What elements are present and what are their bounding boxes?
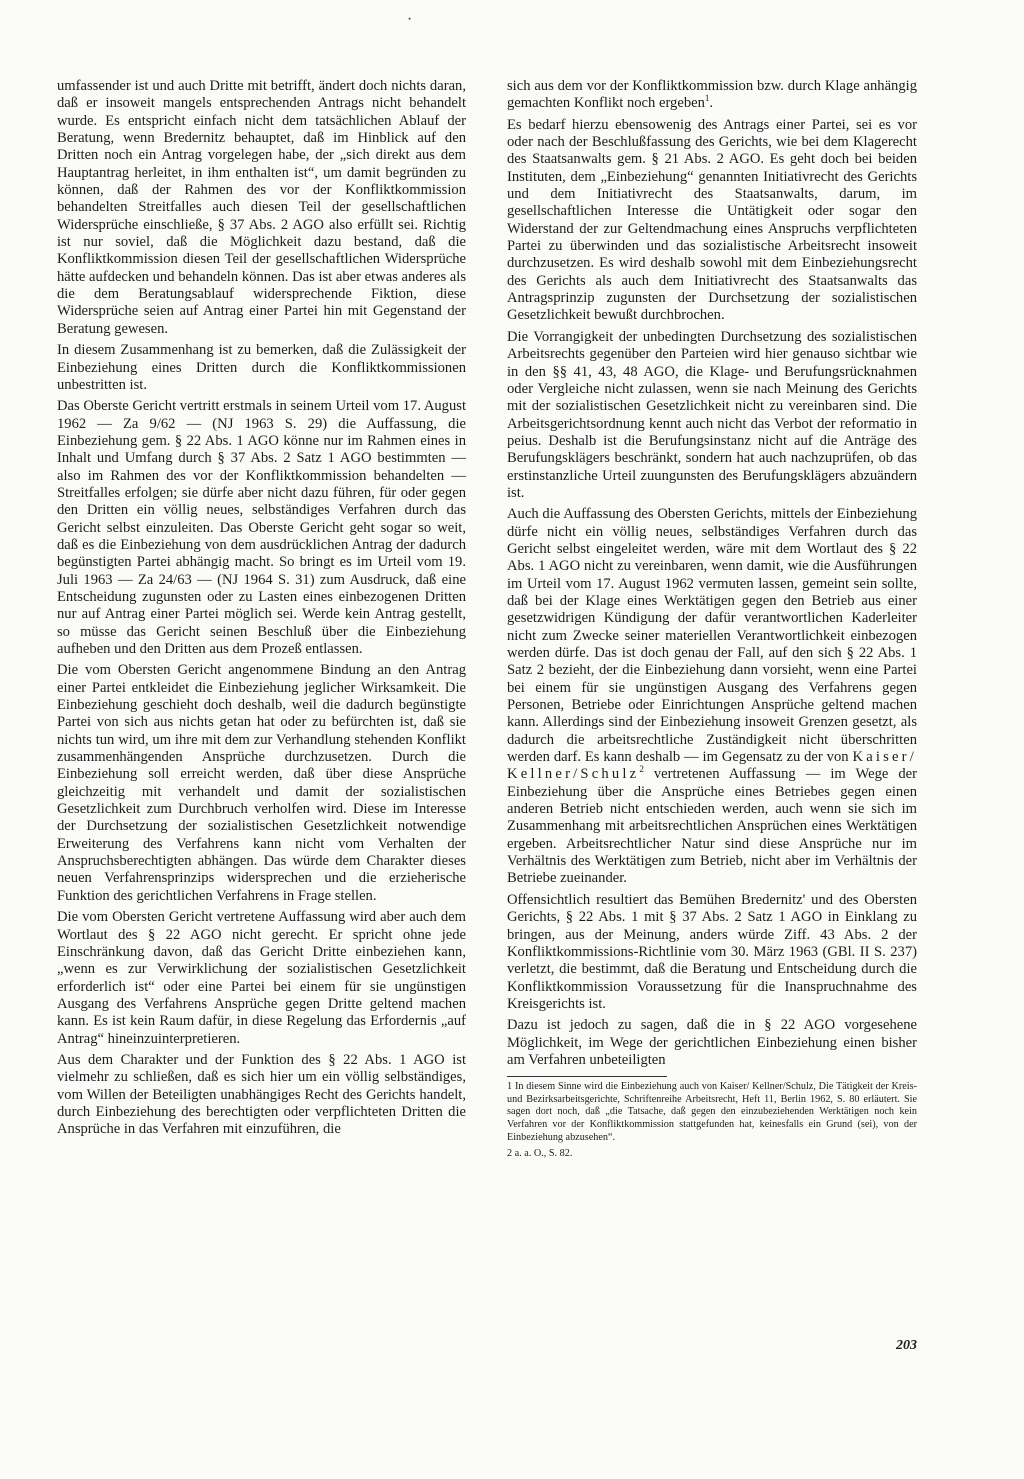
paragraph: Dazu ist jedoch zu sagen, daß die in § 22 AGO vorgesehene Möglichkeit, im Wege der gerichtlichen Einbeziehung einen bisher am Verfahren unbeteiligten bbox=[507, 1017, 917, 1068]
footnote: 2 a. a. O., S. 82. bbox=[507, 1148, 573, 1160]
paragraph: Die vom Obersten Gericht vertretene Auffassung wird aber auch dem Wortlaut des § 22 AGO nicht gerecht. Er spricht ohne jede Einschränkung davon, daß das Gericht Dritte einbeziehen kann, „wenn es zur Verwirklichung der sozialistischen Gesetzlichkeit erforderlich ist“ oder eine Partei bei einem für sie ungünstigen Ausgang des Verfahrens Ansprüche gegen Dritte geltend machen kann. Es ist kein Raum dafür, in diese Regelung das Erfordernis „auf Antrag“ hineinzuinterpretieren. bbox=[57, 909, 466, 1047]
paragraph-text: vertretenen Auffassung — im Wege der Einbeziehung über die Ansprüche eines Betriebes gegen einen anderen Betrieb nicht entschieden werden, auch wenn sie sich im Zusammenhang mit arbeitsrechtlichen Ansprüchen eines Werktätigen ergeben. Arbeitsrechtlicher Natur sind diese Ansprüche nur im Verhältnis des Werktätigen zum Betrieb, nicht aber im Verhältnis der Betriebe zueinander. bbox=[507, 766, 917, 887]
paragraph bbox=[507, 506, 917, 888]
paragraph: Offensichtlich resultiert das Bemühen Bredernitz' und des Obersten Gerichts, § 22 Abs. 1 mit § 37 Abs. 2 Satz 1 AGO in Einklang zu bringen, aus der Meinung, anders würde Ziff. 43 Abs. 2 der Konfliktkommissions-Richtlinie vom 30. März 1963 (GBl. II S. 237) verletzt, die bestimmt, daß die Beratung und Entscheidung durch die Konfliktkommission Voraussetzung für die Inanspruchnahme des Kreisgerichts ist. bbox=[507, 891, 917, 1012]
page-mark: • bbox=[408, 14, 412, 24]
paragraph: umfassender ist und auch Dritte mit betrifft, ändert doch nichts daran, daß er insoweit mangels entsprechenden Antrags nicht behandelt wurde. Es entspricht einfach nicht dem tatsächlichen Ablauf der Beratung, wenn Bredernitz behauptet, daß im Hinblick auf den Dritten noch ein Antrag vorgelegen habe, der „sich direkt aus dem Hauptantrag herleitet, in ihm enthalten ist“, um damit begründen zu können, daß der Rahmen des vor der Konfliktkommission behandelten Streitfalles auch diesen Teil der gesellschaftlichen Widersprüche einschließe, § 37 Abs. 2 AGO also erfüllt sei. Richtig ist nur soviel, daß die Möglichkeit dazu bestand, daß die Konfliktkommission diesen Teil der gesellschaftlichen Widersprüche hätte aufdecken und behandeln können. Das ist aber etwas anderes als die dem Beratungsablauf widersprechende Fiktion, diese Widersprüche seien auf Antrag einer Partei hin mit Gegenstand der Beratung gewesen. bbox=[57, 78, 466, 337]
paragraph: Das Oberste Gericht vertritt erstmals in seinem Urteil vom 17. August 1962 — Za 9/62 — (NJ 1963 S. 29) die Auffassung, die Einbeziehung gem. § 22 Abs. 1 AGO könne nur im Rahmen eines in Inhalt und Umfang durch § 37 Abs. 2 Satz 1 AGO bestimmten — also im Rahmen des vor der Konfliktkommission behandelten — Streitfalles erfolgen; sie dürfe aber nicht dazu führen, für oder gegen den Dritten ein völlig neues, selbständiges Verfahren durch das Gericht selbst einzuleiten. Das Oberste Gericht geht sogar so weit, daß es die Einbeziehung von dem ausdrücklichen Antrag der dadurch begünstigten Partei abhängig macht. So bringt es im Urteil vom 19. Juli 1963 — Za 24/63 — (NJ 1964 S. 31) zum Ausdruck, daß eine Entscheidung zugunsten oder zu Lasten eines einbezogenen Dritten nur auf Antrag einer Partei möglich sei. Werde kein Antrag gestellt, so müsse das Gericht seinen Beschluß über die Einbeziehung aufheben und den Dritten aus dem Prozeß entlassen. bbox=[57, 398, 466, 657]
paragraph: In diesem Zusammenhang ist zu bemerken, daß die Zulässigkeit der Einbeziehung eines Dritten durch die Konfliktkommissionen unbestritten ist. bbox=[57, 342, 466, 393]
right-column bbox=[507, 78, 917, 1165]
paragraph: Aus dem Charakter und der Funktion des § 22 Abs. 1 AGO ist vielmehr zu schließen, daß es sich hier um ein völlig selbständiges, vom Willen der Beteiligten unabhängiges Recht des Gerichts handelt, durch Einbeziehung des berechtigten oder verpflichteten Dritten die Ansprüche in das Verfahren mit einzuführen, die bbox=[57, 1051, 466, 1138]
paragraph-end: . bbox=[709, 95, 714, 112]
paragraph: Die Vorrangigkeit der unbedingten Durchsetzung des sozialistischen Arbeitsrechts gegenüber den Parteien wird hier genauso sichtbar wie in den §§ 41, 43, 48 AGO, die Klage- und Berufungsrücknahmen oder Vergleiche nicht zulassen, wenn sie nach Meinung des Gerichts mit der sozialistischen Gesetzlichkeit nicht zu vereinbaren sind. Die Arbeitsgerichtsordnung kennt auch nicht das Verbot der reformatio in peius. Deshalb ist die Berufungsinstanz nicht auf die Anträge des Berufungsklägers beschränkt, sondern hat auch nachzuprüfen, ob das erstinstanzliche Urteil zuungunsten des Berufungsklägers abzuändern ist. bbox=[507, 328, 917, 501]
author-names: Kaiser/ Kellner/Schulz bbox=[507, 749, 917, 783]
page-number: 203 bbox=[896, 1338, 917, 1353]
footnote-divider bbox=[507, 1076, 667, 1077]
paragraph-text: sich aus dem vor der Konfliktkommission bzw. durch Klage anhängig gemachten Konflikt noch ergeben bbox=[507, 78, 917, 112]
paragraph: Es bedarf hierzu ebensowenig des Antrags einer Partei, sei es vor oder nach der Beschlußfassung des Gerichts, wie bei dem Klagerecht des Staatsanwalts gem. § 21 Abs. 2 AGO. Es geht doch bei beiden Instituten, dem „Einbeziehung“ genannten Initiativrecht des Gerichts und dem Initiativrecht des Staatsanwalts, darum, im gesellschaftlichen Interesse die Untätigkeit oder sogar den Widerstand der zur Geltendmachung eines Anspruchs verpflichteten Partei zu überwinden und das sozialistische Arbeitsrecht insoweit durchzusetzen. Es wird deshalb sowohl mit dem Einbeziehungsrecht des Gerichts als auch dem Initiativrecht des Staatsanwalts das Antragsprinzip zugunsten der Durchsetzung der sozialistischen Gesetzlichkeit bewußt durchbrochen. bbox=[507, 116, 917, 324]
paragraph bbox=[507, 78, 917, 113]
footnote: 1 In diesem Sinne wird die Einbeziehung auch von Kaiser/ Kellner/Schulz, Die Tätigkeit der Kreis- und Bezirksarbeitsgerichte, Schriftenreihe Arbeitsrecht, Heft 11, Berlin 1962, S. 80 erläutert. Sie sagen dort noch, daß „die Tatsache, daß gegen den einzubeziehenden Werktätigen noch kein Verfahren vor der Konfliktkommission stattgefunden hat, keinesfalls ein Grund (sei), von der Einbeziehung abzusehen“. bbox=[507, 1081, 917, 1143]
footnote-ref: 2 bbox=[639, 764, 644, 775]
paragraph: Die vom Obersten Gericht angenommene Bindung an den Antrag einer Partei entkleidet die Einbeziehung jeglicher Wirksamkeit. Die Einbeziehung geschieht doch deshalb, weil die dadurch begünstigte Partei von sich aus nichts getan hat oder zu befürchten ist, daß sie nichts tun wird, um ihre mit dem zur Verhandlung stehenden Konflikt zusammenhängenden Ansprüche durchzusetzen. Durch die Einbeziehung soll erreicht werden, daß über diese Ansprüche gleichzeitig mit verhandelt und damit der sozialistischen Gesetzlichkeit zum Durchbruch verholfen wird. Diese im Interesse der Durchsetzung der sozialistischen Gesetzlichkeit notwendige Erweiterung des Verfahrens kann nicht vom Verhalten der Anspruchsberechtigten abhängen. Das würde dem Charakter dieses neuen Verfahrensprinzips widersprechen und die erzieherische Funktion des gerichtlichen Verfahrens in Frage stellen. bbox=[57, 662, 466, 904]
left-column bbox=[57, 78, 466, 1143]
footnote-ref: 1 bbox=[704, 93, 710, 104]
paragraph-text: Auch die Auffassung des Obersten Gerichts, mittels der Einbeziehung dürfe nicht ein völlig neues, selbständiges Verfahren durch das Gericht selbst eingeleitet werden, wäre mit dem Wortlaut des § 22 Abs. 1 AGO nicht zu vereinbaren, wenn damit, wie die Ausführungen im Urteil vom 17. August 1962 vermuten lassen, gemeint sein sollte, daß bei der Klage eines Werktätigen gegen den Betrieb aus einer gesetzwidrigen Kündigung der dafür verantwortlichen Kaderleiter nicht zum Zwecke seiner materiellen Verantwortlichkeit einbezogen werden dürfe. Das ist doch genau der Fall, auf den sich § 22 Abs. 1 Satz 2 bezieht, der die Einbeziehung dann vorsieht, wenn eine Partei bei einem für sie ungünstigen Ausgang des Verfahrens gegen Personen, Betriebe oder Einrichtungen Ansprüche geltend machen kann. Allerdings sind der Einbeziehung insoweit Grenzen gesetzt, als dadurch die arbeitsrechtliche Zuständigkeit nicht überschritten werden darf. Es kann deshalb — im Gegensatz zu der von bbox=[507, 506, 917, 766]
